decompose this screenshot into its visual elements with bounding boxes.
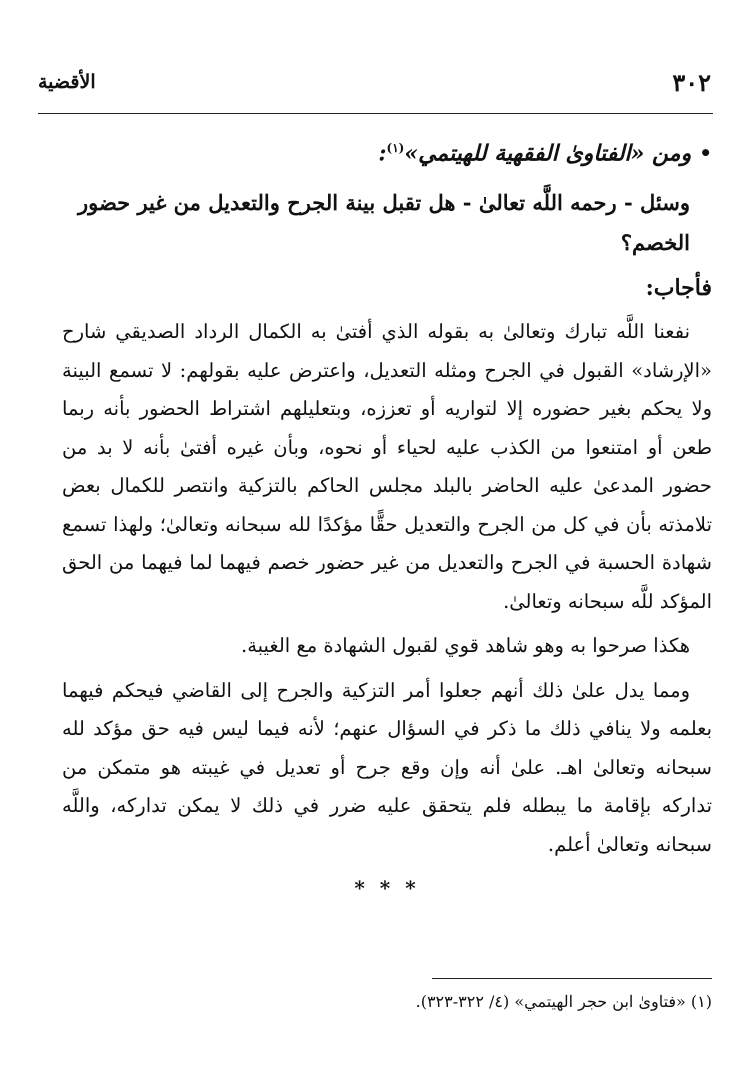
section-heading bbox=[62, 122, 712, 179]
running-title: الأقضية bbox=[38, 71, 96, 93]
page-body bbox=[62, 122, 712, 900]
answer-paragraph-1: نفعنا اللَّه تبارك وتعالىٰ به بقوله الذي أفتىٰ به الكمال الرداد الصديقي شارح «الإرشاد» القبول في الجرح ومثله التعديل، واعترض عليه بقولهم: لا تسمع البينة ولا يحكم بغير حضوره إلا لتواريه أو تعززه، وبتعليلهم اشتراط الحضور بأنه ربما طعن أو امتنعوا من الكذب عليه لحياء أو نحوه، وبأن غيره أفتىٰ بأنه لا بد من حضور المدعىٰ عليه الحاضر بالبلد مجلس الحاكم بالتزكية وانتصر للكمال بعض تلامذته بأن في كل من الجرح والتعديل حقًّا مؤكدًا لله سبحانه وتعالىٰ؛ ولهذا تسمع شهادة الحسبة في الجرح والتعديل من غير حضور خصم فيهما لما فيهما من الحق المؤكد للَّه سبحانه وتعالىٰ. bbox=[62, 320, 712, 613]
header-divider bbox=[38, 113, 713, 114]
answer-paragraph-3: ومما يدل علىٰ ذلك أنهم جعلوا أمر التزكية والجرح إلى القاضي فيحكم فيهما بعلمه ولا ينافي ذلك ما ذكر في السؤال عنهم؛ لأنه فيما ليس فيه حق مؤكد لله سبحانه وتعالىٰ اهـ. علىٰ أنه وإن وقع جرح أو تعديل في غيبته هو متمكن من تداركه بإقامة ما يبطله فلم يتحقق عليه ضرر في ذلك لا يمكن تداركه، واللَّه سبحانه وتعالىٰ أعلم. bbox=[62, 678, 712, 856]
answer-paragraph-2: هكذا صرحوا به وهو شاهد قوي لقبول الشهادة مع الغيبة. bbox=[241, 634, 690, 658]
footnote: (١) «فتاوىٰ ابن حجر الهيتمي» (٤/ ٣٢٢-٣٢٣). bbox=[415, 992, 712, 1011]
page-header bbox=[38, 62, 711, 102]
footnote-divider bbox=[432, 978, 712, 979]
question-text: وسئل - رحمه اللَّه تعالىٰ - هل تقبل بينة الجرح والتعديل من غير حضور الخصم؟ bbox=[77, 190, 690, 256]
section-title: ومن «الفتاوىٰ الفقهية للهيتمي» bbox=[404, 140, 692, 167]
footnote-reference[interactable]: (١) bbox=[386, 141, 405, 155]
page-number: ٣٠٢ bbox=[672, 67, 711, 97]
bullet-icon: • bbox=[699, 141, 712, 166]
answer-label: فأجاب: bbox=[645, 275, 712, 302]
section-separator: * * * bbox=[354, 876, 420, 901]
heading-colon: : bbox=[378, 140, 387, 167]
